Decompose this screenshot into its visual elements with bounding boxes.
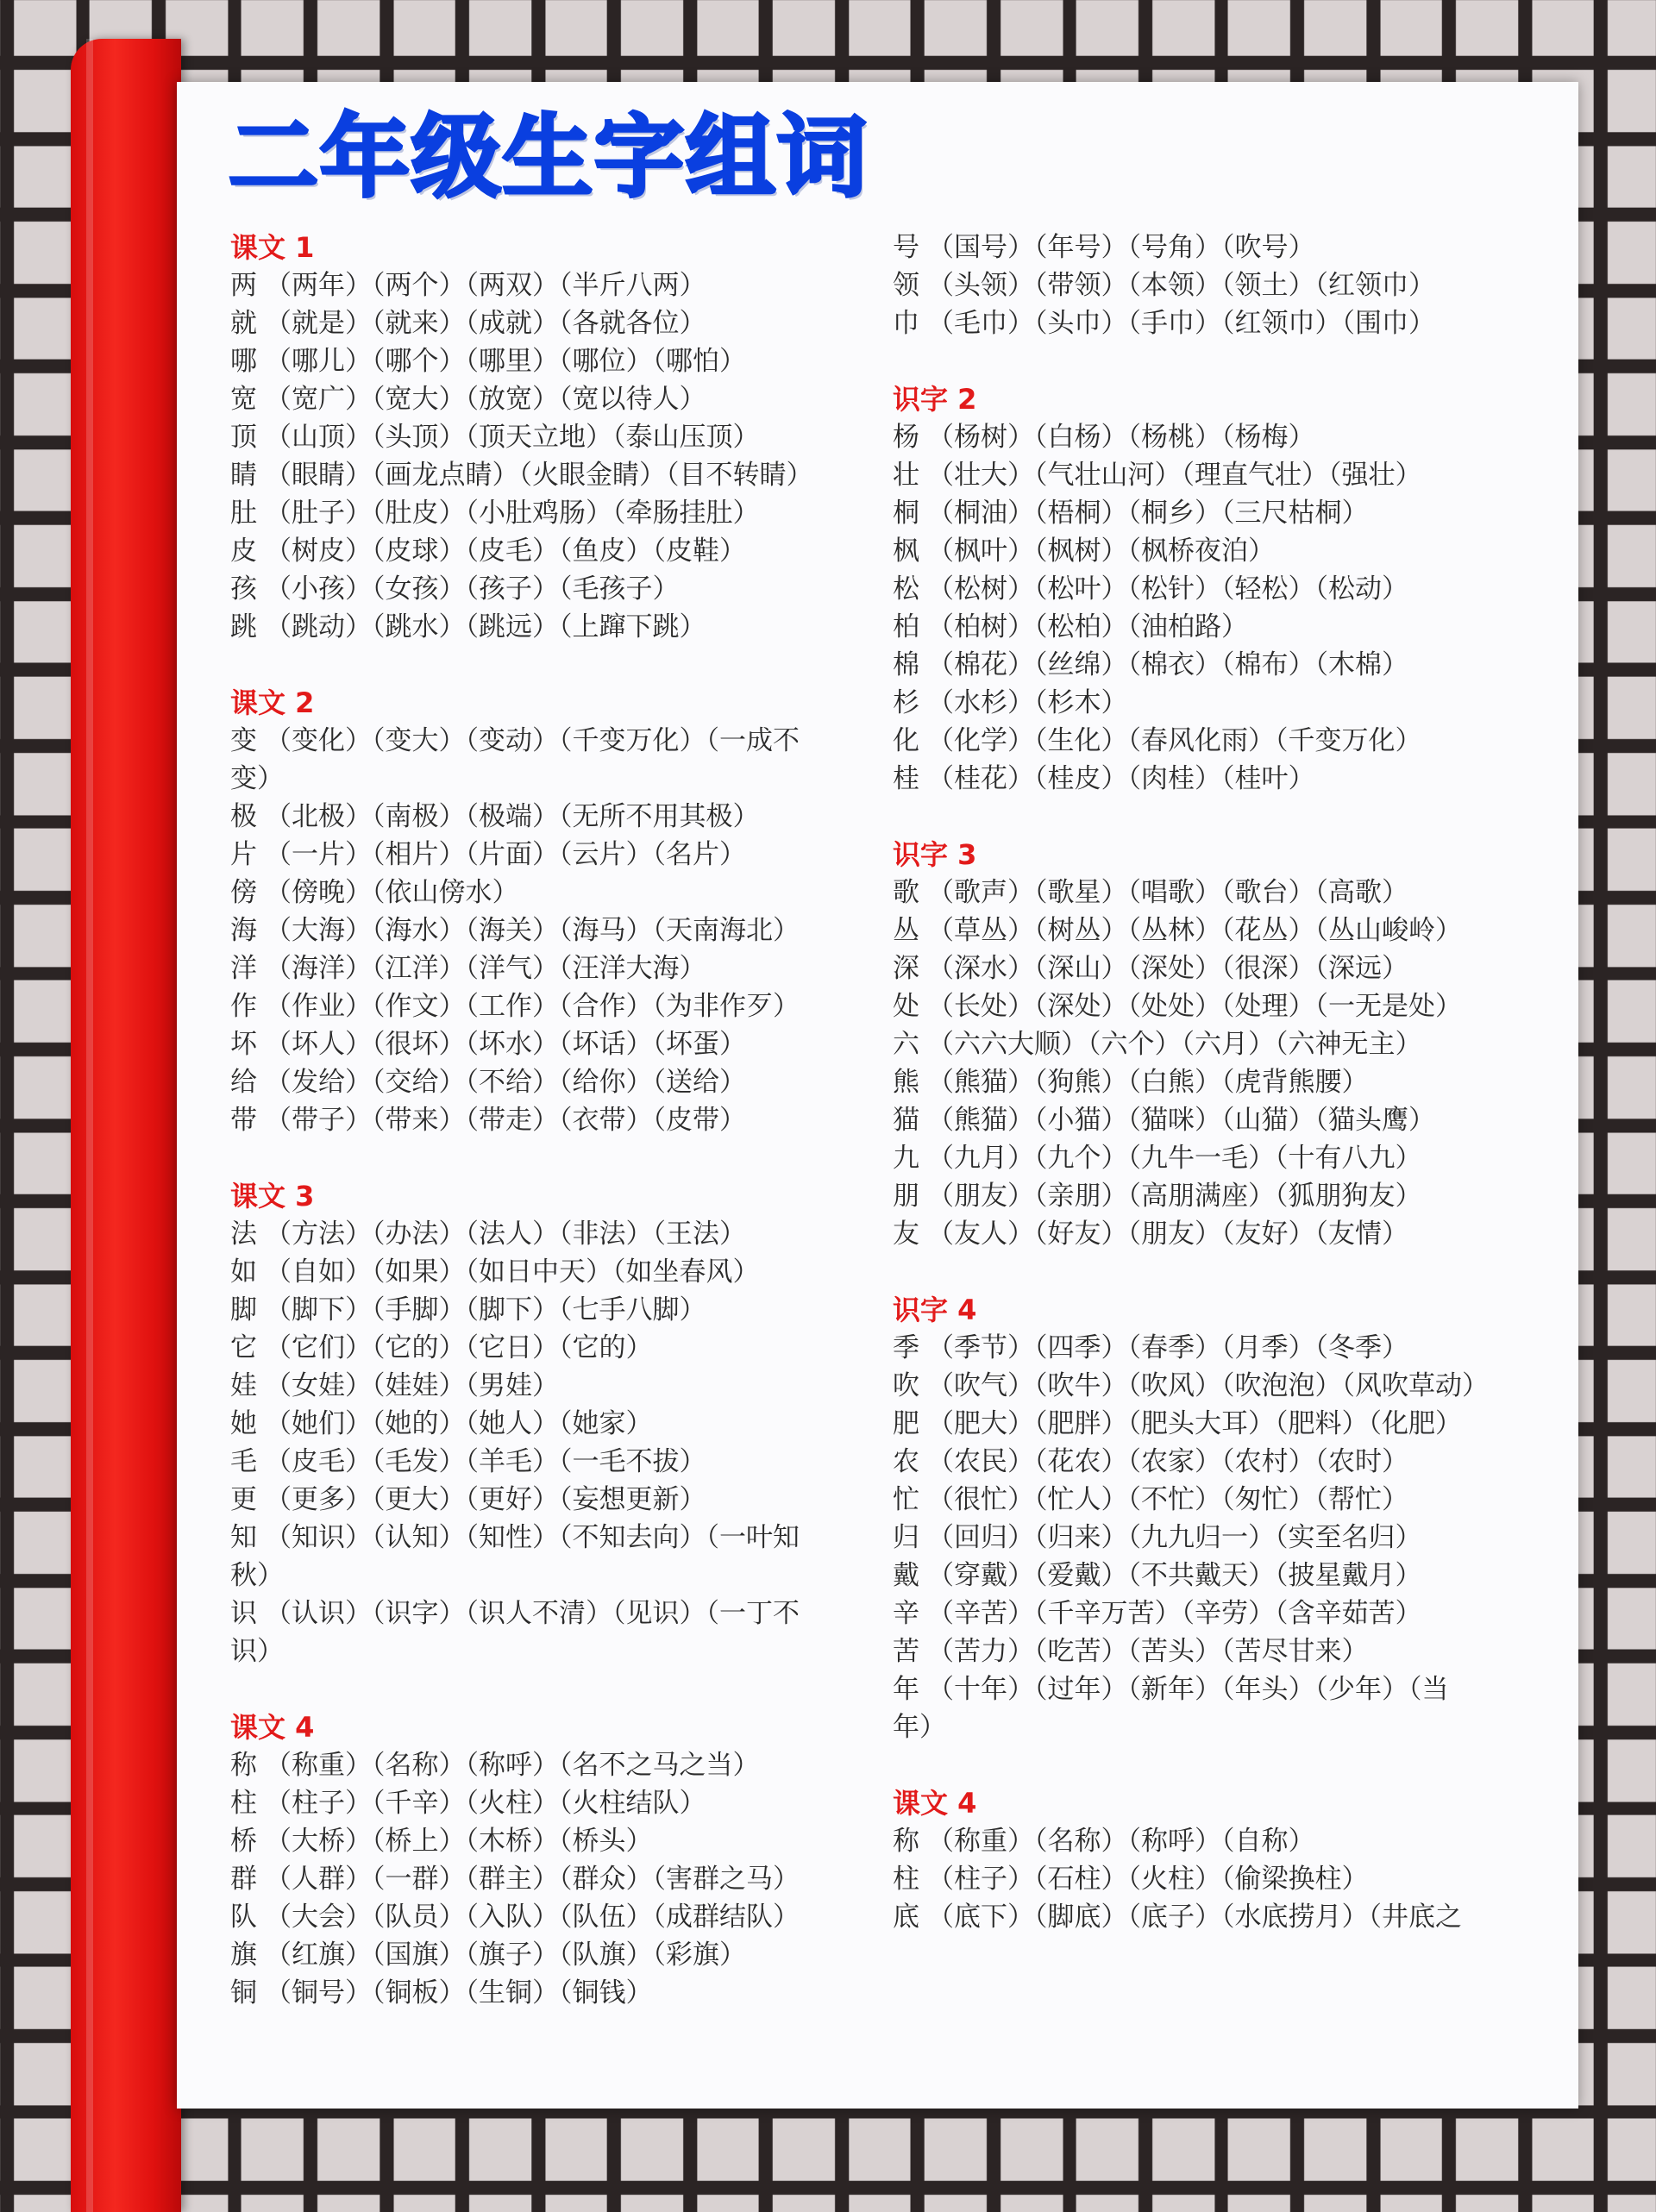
word-entry — [230, 1063, 851, 1101]
entry-character: 如 — [230, 1256, 257, 1288]
word-entry — [230, 342, 851, 380]
word-entry — [230, 722, 851, 798]
section-heading: 识字 2 — [893, 383, 977, 416]
word-entry — [893, 912, 1535, 949]
entry-character: 吹 — [893, 1370, 919, 1401]
word-entry — [230, 1519, 851, 1595]
word-entry — [893, 1329, 1535, 1367]
entry-words: （皮毛）（毛发）（羊毛）（一毛不拔） — [265, 1446, 706, 1477]
entry-words: （柱子）（石柱）（火柱）（偷梁换柱） — [927, 1864, 1369, 1895]
entry-words: （肚子）（肚皮）（小肚鸡肠）（牵肠挂肚） — [265, 498, 760, 529]
entry-words: （称重）（名称）（称呼）（名不之马之当） — [265, 1750, 760, 1781]
word-entry — [230, 456, 851, 494]
binding-highlight — [86, 39, 93, 2212]
entry-words: （作业）（作文）（工作）（合作）（为非作歹） — [265, 991, 800, 1022]
entry-words: （回归）（归来）（九九归一）（实至名归） — [927, 1522, 1422, 1553]
entry-words: （歌声）（歌星）（唱歌）（歌台）（高歌） — [927, 877, 1408, 908]
word-entry — [893, 1519, 1535, 1557]
word-entry — [893, 1595, 1535, 1632]
entry-words: （农民）（花农）（农家）（农村）（农时） — [927, 1446, 1408, 1477]
word-entry — [893, 1101, 1535, 1139]
word-entry — [893, 266, 1535, 304]
word-entry — [230, 1784, 851, 1822]
entry-words: （底下）（脚底）（底子）（水底捞月）（井底之 — [927, 1902, 1462, 1933]
entry-words: （变化）（变大）（变动）（千变万化）（一成不 — [265, 725, 800, 756]
entry-words: （杨树）（白杨）（杨桃）（杨梅） — [927, 422, 1315, 453]
entry-character: 松 — [893, 573, 919, 605]
word-entry — [893, 1367, 1535, 1405]
entry-character: 坏 — [230, 1029, 257, 1060]
entry-character: 化 — [893, 725, 919, 756]
entry-words-continued: 识） — [230, 1636, 284, 1667]
word-entry — [230, 1860, 851, 1898]
entry-character: 壮 — [893, 460, 919, 491]
entry-words: （化学）（生化）（春风化雨）（千变万化） — [927, 725, 1422, 756]
entry-character: 棉 — [893, 649, 919, 680]
document-page — [177, 82, 1578, 2109]
entry-character: 农 — [893, 1446, 919, 1477]
entry-character: 桂 — [893, 763, 919, 794]
word-entry — [230, 874, 851, 912]
entry-character: 猫 — [893, 1105, 919, 1136]
entry-words: （苦力）（吃苦）（苦头）（苦尽甘来） — [927, 1636, 1369, 1667]
entry-character: 更 — [230, 1484, 257, 1515]
entry-words: （熊猫）（狗熊）（白熊）（虎背熊腰） — [927, 1067, 1369, 1098]
entry-character: 九 — [893, 1143, 919, 1174]
entry-character: 柱 — [893, 1864, 919, 1895]
entry-character: 变 — [230, 725, 257, 756]
entry-character: 铜 — [230, 1977, 257, 2008]
section — [230, 229, 851, 646]
word-entry — [230, 380, 851, 418]
entry-character: 丛 — [893, 915, 919, 946]
word-entry — [893, 684, 1535, 722]
word-entry — [230, 949, 851, 987]
entry-words-continued: 变） — [230, 763, 284, 794]
entry-character: 桥 — [230, 1826, 257, 1857]
entry-words: （坏人）（很坏）（坏水）（坏话）（坏蛋） — [265, 1029, 746, 1060]
entry-character: 枫 — [893, 536, 919, 567]
section-heading: 课文 2 — [230, 686, 315, 719]
entry-character: 顶 — [230, 422, 257, 453]
entry-character: 洋 — [230, 953, 257, 984]
word-entry — [893, 1632, 1535, 1670]
entry-character: 知 — [230, 1522, 257, 1553]
word-entry — [893, 304, 1535, 342]
entry-character: 极 — [230, 801, 257, 832]
entry-words: （深水）（深山）（深处）（很深）（深远） — [927, 953, 1408, 984]
entry-words: （大海）（海水）（海关）（海马）（天南海北） — [265, 915, 800, 946]
entry-character: 号 — [893, 232, 919, 263]
entry-character: 领 — [893, 270, 919, 301]
entry-words: （棉花）（丝绵）（棉衣）（棉布）（木棉） — [927, 649, 1408, 680]
word-entry — [893, 1898, 1535, 1936]
entry-words: （铜号）（铜板）（生铜）（铜钱） — [265, 1977, 653, 2008]
word-entry — [230, 798, 851, 836]
entry-character: 它 — [230, 1332, 257, 1363]
entry-words: （肥大）（肥胖）（肥头大耳）（肥料）（化肥） — [927, 1408, 1462, 1439]
word-entry — [893, 987, 1535, 1025]
entry-character: 识 — [230, 1598, 257, 1629]
word-entry — [893, 1405, 1535, 1443]
entry-words-continued: 秋） — [230, 1560, 284, 1591]
entry-character: 给 — [230, 1067, 257, 1098]
entry-character: 杨 — [893, 422, 919, 453]
word-entry — [230, 1329, 851, 1367]
word-entry — [230, 1936, 851, 1974]
word-entry — [230, 1405, 851, 1443]
entry-words: （傍晚）（依山傍水） — [265, 877, 519, 908]
entry-words: （就是）（就来）（成就）（各就各位） — [265, 308, 706, 339]
entry-words-continued: 年） — [893, 1712, 946, 1743]
entry-words: （朋友）（亲朋）（高朋满座）（狐朋狗友） — [927, 1181, 1422, 1212]
entry-character: 作 — [230, 991, 257, 1022]
word-entry — [893, 1025, 1535, 1063]
right-column — [893, 229, 1535, 1974]
red-binding-strip — [71, 39, 181, 2212]
entry-character: 歌 — [893, 877, 919, 908]
word-entry — [230, 266, 851, 304]
entry-words: （辛苦）（千辛万苦）（辛劳）（含辛茹苦） — [927, 1598, 1422, 1629]
word-entry — [230, 1595, 851, 1670]
word-entry — [230, 608, 851, 646]
entry-words: （国号）（年号）（号角）（吹号） — [927, 232, 1315, 263]
section-heading: 课文 4 — [893, 1787, 977, 1820]
entry-words: （宽广）（宽大）（放宽）（宽以待人） — [265, 384, 706, 415]
word-entry — [230, 1291, 851, 1329]
word-entry — [893, 1139, 1535, 1177]
entry-words: （带子）（带来）（带走）（衣带）（皮带） — [265, 1105, 746, 1136]
entry-character: 海 — [230, 915, 257, 946]
entry-character: 归 — [893, 1522, 919, 1553]
entry-words: （水杉）（杉木） — [927, 687, 1128, 718]
section-heading: 课文 3 — [230, 1180, 315, 1213]
word-entry — [230, 494, 851, 532]
word-entry — [893, 494, 1535, 532]
entry-character: 两 — [230, 270, 257, 301]
section-heading: 识字 3 — [893, 838, 977, 871]
section — [230, 1177, 851, 1670]
entry-character: 称 — [230, 1750, 257, 1781]
entry-words: （九月）（九个）（九牛一毛）（十有八九） — [927, 1143, 1422, 1174]
entry-words: （树皮）（皮球）（皮毛）（鱼皮）（皮鞋） — [265, 536, 746, 567]
entry-words: （长处）（深处）（处处）（处理）（一无是处） — [927, 991, 1462, 1022]
word-entry — [893, 608, 1535, 646]
word-entry — [893, 1822, 1535, 1860]
word-entry — [893, 229, 1535, 266]
word-entry — [230, 912, 851, 949]
word-entry — [893, 949, 1535, 987]
entry-character: 就 — [230, 308, 257, 339]
entry-words: （小孩）（女孩）（孩子）（毛孩子） — [265, 573, 680, 605]
entry-words: （脚下）（手脚）（脚下）（七手八脚） — [265, 1294, 706, 1325]
word-entry — [893, 760, 1535, 798]
entry-character: 季 — [893, 1332, 919, 1363]
word-entry — [230, 1215, 851, 1253]
word-entry — [893, 456, 1535, 494]
entry-character: 群 — [230, 1864, 257, 1895]
entry-character: 娃 — [230, 1370, 257, 1401]
section-heading: 课文 1 — [230, 231, 315, 264]
entry-words: （柏树）（松柏）（油柏路） — [927, 611, 1248, 642]
entry-character: 宽 — [230, 384, 257, 415]
section-heading: 课文 4 — [230, 1711, 315, 1744]
entry-character: 睛 — [230, 460, 257, 491]
entry-words: （海洋）（江洋）（洋气）（汪洋大海） — [265, 953, 706, 984]
entry-words: （季节）（四季）（春季）（月季）（冬季） — [927, 1332, 1408, 1363]
entry-words: （六六大顺）（六个）（六月）（六神无主） — [927, 1029, 1422, 1060]
word-entry — [230, 1253, 851, 1291]
entry-words: （跳动）（跳水）（跳远）（上蹿下跳） — [265, 611, 706, 642]
word-entry — [230, 1481, 851, 1519]
entry-words: （桂花）（桂皮）（肉桂）（桂叶） — [927, 763, 1315, 794]
word-entry — [893, 646, 1535, 684]
entry-character: 哪 — [230, 346, 257, 377]
entry-character: 柱 — [230, 1788, 257, 1819]
entry-words: （它们）（它的）（它日）（它的） — [265, 1332, 653, 1363]
section — [230, 1708, 851, 2012]
entry-character: 旗 — [230, 1939, 257, 1971]
entry-character: 片 — [230, 839, 257, 870]
entry-words: （友人）（好友）（朋友）（友好）（友情） — [927, 1219, 1408, 1250]
section — [893, 229, 1535, 342]
entry-words: （哪儿）（哪个）（哪里）（哪位）（哪怕） — [265, 346, 746, 377]
entry-words: （壮大）（气壮山河）（理直气壮）（强壮） — [927, 460, 1422, 491]
word-entry — [893, 1481, 1535, 1519]
entry-words: （人群）（一群）（群主）（群众）（害群之马） — [265, 1864, 800, 1895]
entry-character: 戴 — [893, 1560, 919, 1591]
entry-words: （毛巾）（头巾）（手巾）（红领巾）（围巾） — [927, 308, 1435, 339]
word-entry — [230, 836, 851, 874]
entry-words: （大桥）（桥上）（木桥）（桥头） — [265, 1826, 653, 1857]
entry-words: （十年）（过年）（新年）（年头）（少年）（当 — [927, 1674, 1449, 1705]
word-entry — [230, 1025, 851, 1063]
entry-character: 脚 — [230, 1294, 257, 1325]
entry-words: （枫叶）（枫树）（枫桥夜泊） — [927, 536, 1275, 567]
entry-words: （柱子）（千辛）（火柱）（火柱结队） — [265, 1788, 706, 1819]
word-entry — [893, 1860, 1535, 1898]
word-entry — [893, 722, 1535, 760]
entry-words: （草丛）（树丛）（丛林）（花丛）（丛山峻岭） — [927, 915, 1462, 946]
section — [893, 1291, 1535, 1746]
entry-character: 皮 — [230, 536, 257, 567]
entry-words: （松树）（松叶）（松针）（轻松）（松动） — [927, 573, 1408, 605]
section — [893, 380, 1535, 798]
entry-words: （知识）（认知）（知性）（不知去向）（一叶知 — [265, 1522, 800, 1553]
entry-character: 桐 — [893, 498, 919, 529]
word-entry — [893, 1177, 1535, 1215]
left-column — [230, 229, 851, 2050]
entry-words: （女娃）（娃娃）（男娃） — [265, 1370, 559, 1401]
entry-words: （她们）（她的）（她人）（她家） — [265, 1408, 653, 1439]
word-entry — [893, 570, 1535, 608]
entry-character: 熊 — [893, 1067, 919, 1098]
entry-character: 跳 — [230, 611, 257, 642]
entry-words: （很忙）（忙人）（不忙）（匆忙）（帮忙） — [927, 1484, 1408, 1515]
entry-character: 称 — [893, 1826, 919, 1857]
section-heading: 识字 4 — [893, 1294, 977, 1326]
entry-character: 深 — [893, 953, 919, 984]
entry-character: 法 — [230, 1219, 257, 1250]
entry-words: （北极）（南极）（极端）（无所不用其极） — [265, 801, 760, 832]
word-entry — [230, 987, 851, 1025]
section — [230, 684, 851, 1139]
entry-character: 孩 — [230, 573, 257, 605]
word-entry — [893, 1557, 1535, 1595]
entry-words: （更多）（更大）（更好）（妄想更新） — [265, 1484, 706, 1515]
entry-character: 肥 — [893, 1408, 919, 1439]
entry-character: 友 — [893, 1219, 919, 1250]
entry-character: 忙 — [893, 1484, 919, 1515]
entry-words: （方法）（办法）（法人）（非法）（王法） — [265, 1219, 746, 1250]
entry-character: 带 — [230, 1105, 257, 1136]
section — [893, 1784, 1535, 1936]
word-entry — [230, 1101, 851, 1139]
word-entry — [230, 1974, 851, 2012]
entry-character: 柏 — [893, 611, 919, 642]
word-entry — [893, 1670, 1535, 1746]
entry-words: （吹气）（吹牛）（吹风）（吹泡泡）（风吹草动） — [927, 1370, 1489, 1401]
entry-words: （桐油）（梧桐）（桐乡）（三尺枯桐） — [927, 498, 1369, 529]
entry-words: （山顶）（头顶）（顶天立地）（泰山压顶） — [265, 422, 760, 453]
word-entry — [893, 874, 1535, 912]
word-entry — [893, 1443, 1535, 1481]
entry-words: （称重）（名称）（称呼）（自称） — [927, 1826, 1315, 1857]
entry-words: （大会）（队员）（入队）（队伍）（成群结队） — [265, 1902, 800, 1933]
entry-character: 朋 — [893, 1181, 919, 1212]
entry-character: 巾 — [893, 308, 919, 339]
word-entry — [230, 570, 851, 608]
entry-character: 辛 — [893, 1598, 919, 1629]
word-entry — [230, 418, 851, 456]
entry-words: （穿戴）（爱戴）（不共戴天）（披星戴月） — [927, 1560, 1422, 1591]
entry-character: 六 — [893, 1029, 919, 1060]
word-entry — [230, 1367, 851, 1405]
entry-words: （认识）（识字）（识人不清）（见识）（一丁不 — [265, 1598, 800, 1629]
word-entry — [893, 1063, 1535, 1101]
page-title: 二年级生字组词 — [229, 104, 869, 210]
entry-words: （发给）（交给）（不给）（给你）（送给） — [265, 1067, 746, 1098]
entry-character: 肚 — [230, 498, 257, 529]
entry-character: 年 — [893, 1674, 919, 1705]
entry-character: 底 — [893, 1902, 919, 1933]
entry-words: （熊猫）（小猫）（猫咪）（山猫）（猫头鹰） — [927, 1105, 1435, 1136]
entry-words: （自如）（如果）（如日中天）（如坐春风） — [265, 1256, 760, 1288]
section — [893, 836, 1535, 1253]
entry-words: （红旗）（国旗）（旗子）（队旗）（彩旗） — [265, 1939, 746, 1971]
entry-character: 苦 — [893, 1636, 919, 1667]
entry-character: 处 — [893, 991, 919, 1022]
entry-words: （头领）（带领）（本领）（领土）（红领巾） — [927, 270, 1435, 301]
word-entry — [230, 532, 851, 570]
entry-words: （一片）（相片）（片面）（云片）（名片） — [265, 839, 746, 870]
entry-character: 傍 — [230, 877, 257, 908]
word-entry — [230, 1746, 851, 1784]
entry-character: 毛 — [230, 1446, 257, 1477]
word-entry — [230, 304, 851, 342]
entry-words: （眼睛）（画龙点睛）（火眼金睛）（目不转睛） — [265, 460, 813, 491]
entry-character: 队 — [230, 1902, 257, 1933]
word-entry — [893, 418, 1535, 456]
entry-character: 她 — [230, 1408, 257, 1439]
word-entry — [230, 1898, 851, 1936]
word-entry — [893, 1215, 1535, 1253]
word-entry — [893, 532, 1535, 570]
word-entry — [230, 1443, 851, 1481]
word-entry — [230, 1822, 851, 1860]
entry-words: （两年）（两个）（两双）（半斤八两） — [265, 270, 706, 301]
entry-character: 杉 — [893, 687, 919, 718]
